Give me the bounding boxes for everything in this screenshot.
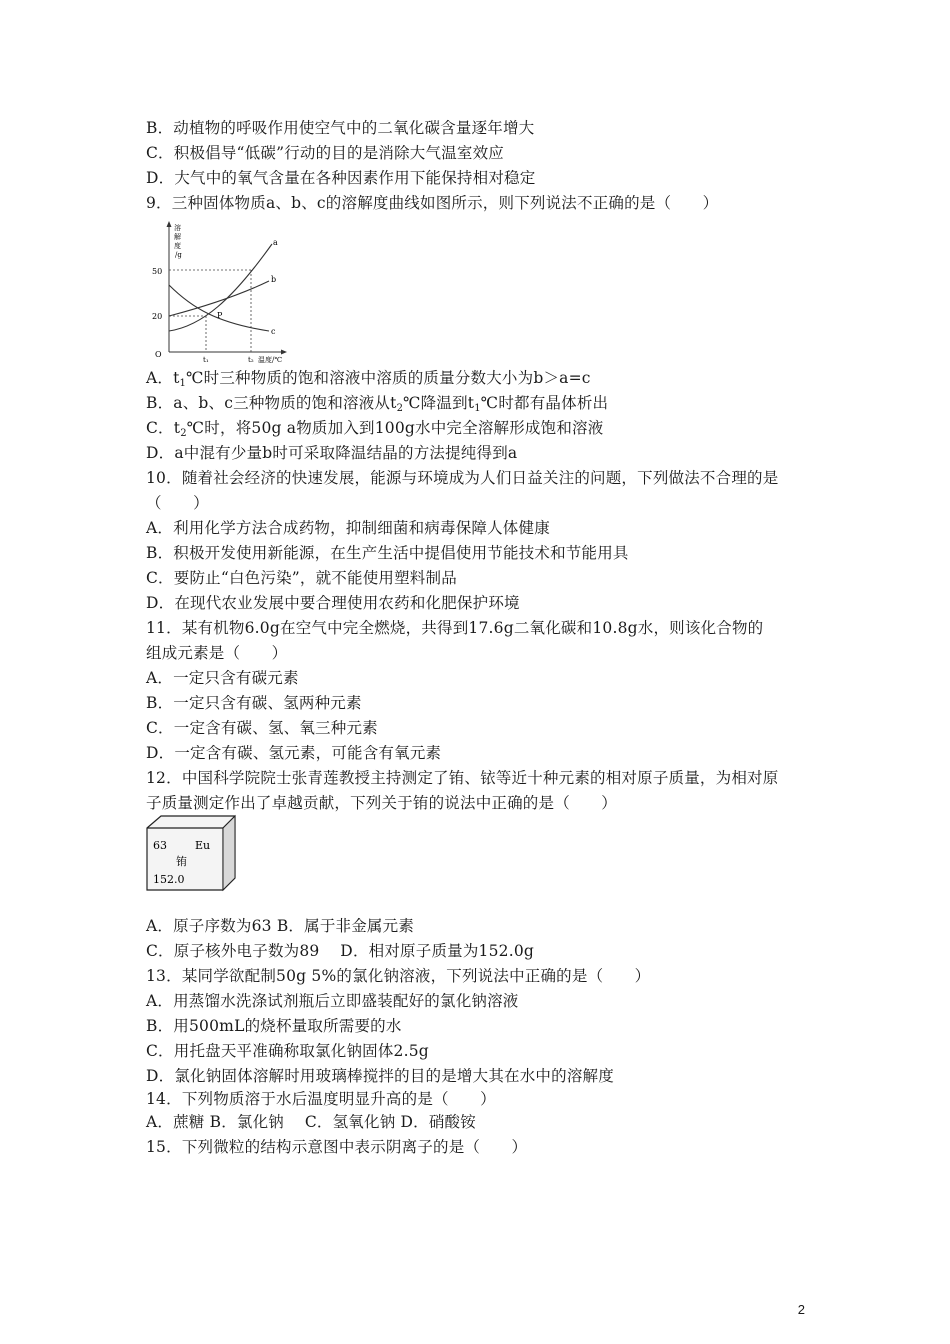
q9-option-d: D．a中混有少量b时可采取降温结晶的方法提纯得到a	[146, 444, 518, 462]
q13-stem: 13．某同学欲配制50g 5%的氯化钠溶液，下列说法中正确的是（ ）	[146, 967, 651, 985]
y-axis-label-1: 溶	[174, 224, 181, 232]
q10-bracket: （ ）	[146, 494, 209, 512]
x-axis-label: 温度/℃	[258, 356, 283, 364]
q13-option-c: C．用托盘天平准确称取氯化钠固体2.5g	[146, 1042, 429, 1060]
q11-option-b: B．一定只含有碳、氢两种元素	[146, 694, 362, 712]
q8-option-b: B．动植物的呼吸作用使空气中的二氧化碳含量逐年增大	[146, 119, 535, 137]
q14-stem: 14．下列物质溶于水后温度明显升高的是（ ）	[146, 1090, 496, 1108]
element-mass: 152.0	[153, 873, 185, 886]
q9-stem: 9．三种固体物质a、b、c的溶解度曲线如图所示，则下列说法不正确的是（ ）	[146, 194, 719, 212]
q9-option-c: C．$t_2℃$时，将50g a物质加入到100g水中完全溶解形成饱和溶液	[146, 419, 604, 439]
q11-option-d: D．一定含有碳、氢元素，可能含有氧元素	[146, 744, 442, 762]
q12-options-cd: C．原子核外电子数为89 D．相对原子质量为152.0g	[146, 942, 535, 960]
point-p-label: P	[217, 311, 223, 320]
q10-option-b: B．积极开发使用新能源，在生产生活中提倡使用节能技术和节能用具	[146, 544, 629, 562]
q11-option-a: A．一定只含有碳元素	[146, 669, 299, 687]
q10-stem: 10．随着社会经济的快速发展，能源与环境成为人们日益关注的问题，下列做法不合理的是	[146, 469, 779, 487]
q12-stem: 12．中国科学院院士张青莲教授主持测定了铕、铱等近十种元素的相对原子质量，为相对原	[146, 769, 779, 787]
q10-option-c: C．要防止“白色污染”，就不能使用塑料制品	[146, 569, 457, 587]
q15-stem: 15．下列微粒的结构示意图中表示阴离子的是（ ）	[146, 1138, 528, 1156]
element-card-figure	[143, 814, 241, 894]
q13-option-a: A．用蒸馏水洗涤试剂瓶后立即盛装配好的氯化钠溶液	[146, 992, 519, 1010]
q14-options: A．蔗糖 B．氯化钠 C．氢氧化钠 D．硝酸铵	[146, 1113, 476, 1131]
curve-label-a: a	[273, 238, 278, 247]
curve-label-b: b	[271, 275, 277, 284]
origin-label: O	[155, 350, 162, 359]
q12-stem-cont: 子质量测定作出了卓越贡献，下列关于铕的说法中正确的是（ ）	[146, 794, 618, 812]
q9-option-a: A．$t_1℃$时三种物质的饱和溶液中溶质的质量分数大小为b＞a=c	[146, 369, 591, 389]
element-number: 63	[153, 839, 167, 852]
q13-option-d: D．氯化钠固体溶解时用玻璃棒搅拌的目的是增大其在水中的溶解度	[146, 1067, 614, 1085]
q11-stem-cont: 组成元素是（ ）	[146, 644, 288, 662]
x-tick-t1: t₁	[203, 356, 209, 364]
q13-option-b: B．用500mL的烧杯量取所需要的水	[146, 1017, 402, 1035]
q9-option-b: B．a、b、c三种物质的饱和溶液从$t_2℃$降温到$t_1℃$时都有晶体析出	[146, 394, 609, 414]
q12-options-ab: A．原子序数为63 B．属于非金属元素	[146, 917, 415, 935]
curve-c	[169, 285, 269, 331]
q11-option-c: C．一定含有碳、氢、氧三种元素	[146, 719, 378, 737]
q10-option-d: D．在现代农业发展中要合理使用农药和化肥保护环境	[146, 594, 520, 612]
q10-option-a: A．利用化学方法合成药物，抑制细菌和病毒保障人体健康	[146, 519, 550, 537]
curve-label-c: c	[271, 327, 276, 336]
q11-stem: 11．某有机物6.0g在空气中完全燃烧，共得到17.6g二氧化碳和10.8g水，则该化合物的	[146, 619, 764, 637]
y-tick-20: 20	[152, 312, 163, 321]
solubility-curve-figure	[147, 218, 292, 366]
y-tick-50: 50	[152, 267, 163, 276]
q8-option-d: D．大气中的氧气含量在各种因素作用下能保持相对稳定	[146, 169, 536, 187]
y-axis-label-3: 度	[174, 242, 181, 250]
y-axis-label-2: 解	[174, 233, 181, 241]
y-axis-label-4: /g	[175, 251, 182, 259]
q8-option-c: C．积极倡导“低碳”行动的目的是消除大气温室效应	[146, 144, 505, 162]
element-name: 铕	[176, 855, 187, 868]
x-tick-t2: t₂	[248, 356, 254, 364]
element-symbol: Eu	[195, 839, 211, 852]
page-number: 2	[797, 1302, 805, 1317]
